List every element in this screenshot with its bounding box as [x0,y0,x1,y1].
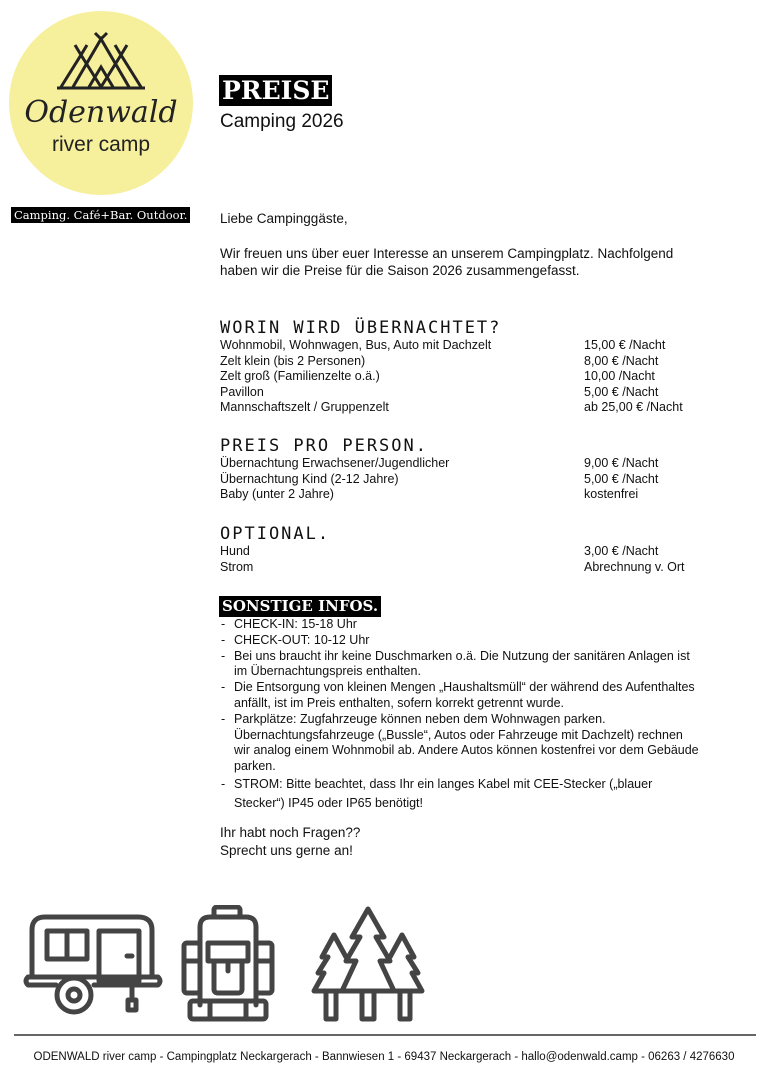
row-price: kostenfrei [584,487,639,501]
price-row [220,487,700,503]
tipi-icon [53,31,149,91]
logo-name: Odenwald [24,95,178,130]
price-row [220,338,700,354]
row-label: Übernachtung Kind (2-12 Jahre) [220,471,399,486]
trees-icon [314,909,422,1019]
row-price: 3,00 € /Nacht [584,544,659,558]
infos-heading: SONSTIGE INFOS. [219,596,381,617]
page-subtitle: Camping 2026 [220,111,344,132]
logo [9,11,193,195]
row-price: 5,00 € /Nacht [584,471,659,486]
price-row [220,385,700,401]
info-item: - Die Entsorgung von kleinen Mengen „Haushaltsmüll“ der während des Aufenthaltes anfällt, ist im Preis enthalten, sofern korrekt getrennt wurde. [219,680,699,712]
greeting: Liebe Campinggäste, [220,211,348,226]
row-label: Übernachtung Erwachsener/Jugendlicher [220,456,450,470]
row-label: Zelt groß (Familienzelte o.ä.) [220,369,380,383]
price-row [220,456,700,472]
page-title: PREISE [219,75,332,106]
row-label: Pavillon [220,384,264,399]
info-item: - Parkplätze: Zugfahrzeuge können neben dem Wohnwagen parken. Übernachtungsfahrzeuge („Bussle“, Autos oder Fahrzeuge mit Dachzelt) rechnen wir analog einem Wohnmobil ab. Andere Autos können kostenfrei vor dem Gebäude parken. [219,712,699,775]
tagline: Camping. Café+Bar. Outdoor. [11,207,190,223]
section-heading: WORIN WIRD ÜBERNACHTET? [220,318,502,338]
price-row [220,560,700,576]
price-row [220,354,700,370]
section-per-person [220,436,700,503]
section-optional [220,524,700,575]
row-price: 15,00 € /Nacht [584,338,666,352]
infos-list [219,617,699,813]
row-label: Baby (unter 2 Jahre) [220,487,334,501]
price-row [220,369,700,385]
closing-question: Ihr habt noch Fragen?? [220,825,361,840]
section-heading: OPTIONAL. [220,524,331,544]
footer-contact: ODENWALD river camp - Campingplatz Neckargerach - Bannwiesen 1 - 69437 Neckargerach - hallo@odenwald.camp - 06263 / 4276630 [33,1051,735,1063]
row-price: Abrechnung v. Ort [584,559,685,574]
row-price: 8,00 € /Nacht [584,353,659,368]
intro-text: Wir freuen uns über euer Interesse an unserem Campingplatz. Nachfolgend haben wir die Preise für die Saison 2026 zusammengefasst. [220,246,674,278]
row-price: 5,00 € /Nacht [584,384,659,399]
row-label: Wohnmobil, Wohnwagen, Bus, Auto mit Dachzelt [220,338,492,352]
row-label: Zelt klein (bis 2 Personen) [220,353,366,368]
info-item: - CHECK-IN: 15-18 Uhr [219,617,699,633]
info-item: - Bei uns braucht ihr keine Duschmarken o.ä. Die Nutzung der sanitären Anlagen ist im Übernachtungspreis enthalten. [219,649,699,681]
row-price: ab 25,00 € /Nacht [584,400,683,414]
row-label: Strom [220,559,254,574]
row-label: Hund [220,544,250,558]
price-row [220,544,700,560]
closing-invite: Sprecht uns gerne an! [220,843,353,858]
row-label: Mannschaftszelt / Gruppenzelt [220,400,389,414]
decor-icons [20,905,440,1025]
row-price: 10,00 /Nacht [584,369,655,383]
price-row [220,472,700,488]
caravan-icon [26,917,160,1012]
footer-divider [14,1034,756,1036]
section-accommodation [220,318,700,416]
info-item: - CHECK-OUT: 10-12 Uhr [219,633,699,649]
backpack-icon [184,907,272,1019]
price-row [220,400,700,416]
info-item: - STROM: Bitte beachtet, dass Ihr ein langes Kabel mit CEE-Stecker („blauer Stecker“) IP45 oder IP65 benötigt! [219,775,699,813]
row-price: 9,00 € /Nacht [584,456,659,470]
logo-subtitle: river camp [51,133,151,156]
section-heading: PREIS PRO PERSON. [220,436,428,456]
